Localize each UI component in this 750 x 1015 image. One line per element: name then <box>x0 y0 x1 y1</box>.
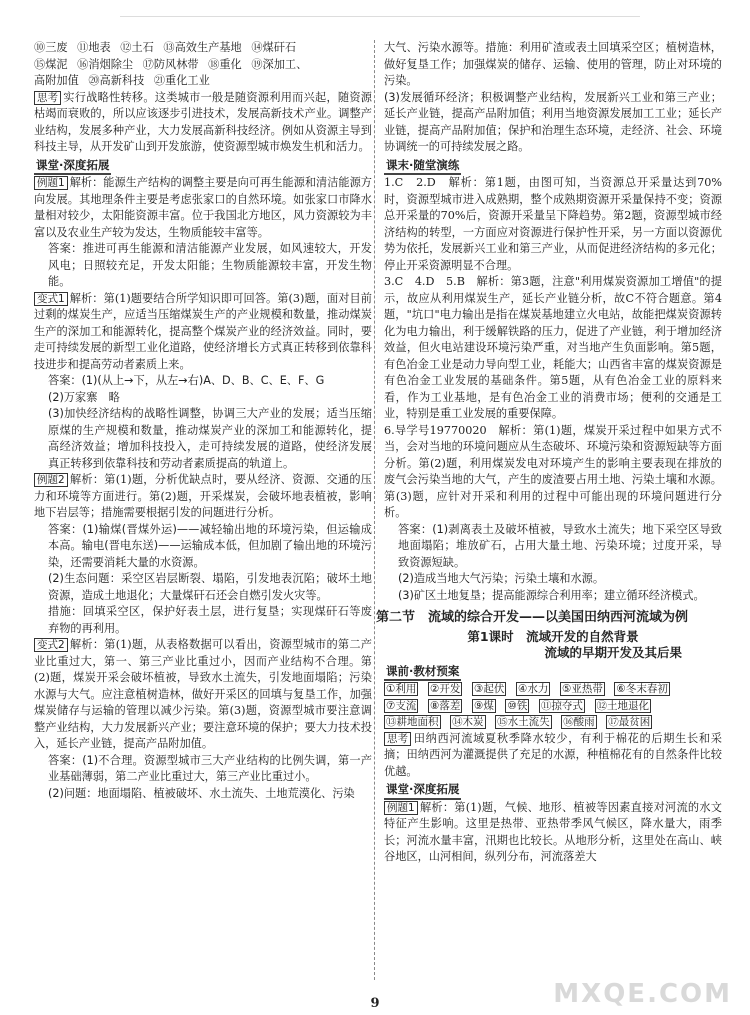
variant-text: 解析：第(1)题，从表格数据可以看出，资源型城市的第二产业比重过大，第一、第三产业比重过小，因而产业结构不合理。第(2)题，煤炭开采会破坏植被，导致水土流失，引发地面塌陷；污染水源与大气。应注意植树造林，做好开采区的回填与复垦工作，加强煤炭储存与运输的管理以减少污染。第(3)题，资源型城市要注意调整产业结构，大力发展新兴产业；要注意环境的保护；要大力技术投入，延长产业链，提高产品附加值。 <box>34 638 372 750</box>
variant-tag: 变式1 <box>34 292 68 306</box>
lesson-title: 第1课时 流域开发的自然背景 <box>467 628 639 644</box>
variant-2 <box>34 637 372 753</box>
watermark: MXQE.COM <box>553 979 732 1009</box>
vocab-item: ⑧落差 <box>429 699 461 712</box>
vocab-item: ⑬耕地面积 <box>386 716 439 728</box>
page-number: 9 <box>370 996 380 1011</box>
think-text: 实行战略性转移。这类城市一般是随资源利用而兴起，随资源枯竭而衰败的，所以应该逐步引进技术，发展高新技术产业。调整产业结构，发展多种产业，大力发展高新科技经济。例如从资源主导到科技主导，从开发矿山到开发旅游，使资源型城市焕发生机和活力。 <box>34 90 372 153</box>
vocab-item: ⑩铁 <box>507 699 528 712</box>
example-answer: 答案：推进可再生能源和清洁能源产业发展，如风速较大，开发风电；日照较充足，开发太阳能；生物质能源较丰富，开发生物能。 <box>48 242 372 288</box>
example-text: 解析：能源生产结构的调整主要是向可再生能源和清洁能源方向发展。其地理条件主要是考虑张家口的自然环境。如张家口市降水量相对较少，太阳能资源丰富。位于我国北方地区，风力资源较为丰富以及农业生产较为发达，生物质能较丰富等。 <box>34 176 372 239</box>
vocab-item: ⑱重化 <box>208 57 242 71</box>
think-paragraph <box>34 90 372 156</box>
variant-answer: 答案：(1)不合理。资源型城市三大产业结构的比例失调，第一产业基础薄弱，第二产业比重过大，第三产业比重过小。 <box>48 753 372 783</box>
vocab-item: ⑭煤矸石 <box>251 41 297 54</box>
example-tag: 例题2 <box>34 473 68 487</box>
right-column <box>376 40 722 866</box>
chapter-title: 第二节 流域的综合开发——以美国田纳西河流域为例 <box>376 610 689 625</box>
example-text: 解析：第(1)题，分析优缺点时，要从经济、资源、交通的压力和环境等方面进行。第(2)题，开采煤炭，会破坏地表植被，影响地下岩层等；措施需要根据引发的问题进行分析。 <box>34 473 372 519</box>
example-tag: 例题1 <box>384 801 418 815</box>
question-6: 6.导学号19770020 解析：第(1)题，煤炭开采过程中如果方式不当，会对当地的环境问题应从生态破坏、环境污染和资源短缺等方面分析。第(2)题，利用煤炭发电对环境产生的影响主要表现在排放的废气会污染当地的大气，产生的废渣要占用土地、污染土壤和水源。第(3)题，应针对开采和利用的过程中可能出现的环境问题进行分析。 <box>384 423 722 519</box>
vocab-item: ⑫土石 <box>120 41 154 54</box>
vocab-item: ⑥冬末春初 <box>616 683 668 695</box>
section-heading: 课堂·深度拓展 <box>34 157 111 176</box>
section-heading: 课末·随堂演练 <box>384 157 461 176</box>
vocab-row <box>34 40 372 57</box>
vocab-row <box>384 698 722 715</box>
vocab-row <box>34 73 372 90</box>
vocab-item: 高附加值 <box>34 74 79 87</box>
variant-answer-2: (2)问题：地面塌陷、植被破坏、水土流失、土地荒漠化、污染 <box>48 786 355 800</box>
continued-answer-3: (3)发展循环经济；积极调整产业结构，发展新兴工业和第三产业；延长产业链，提高产品附加值；利用当地资源发展加工工业；延长产业链，提高产品附加值；保护和治理生态环境，走经济、社会、环境协调统一的可持续发展之路。 <box>384 90 722 153</box>
vocab-row <box>34 57 372 74</box>
vocab-item: ⑰防风林带 <box>142 57 199 71</box>
vocab-row <box>384 714 722 731</box>
variant-answer-2: (2)万家寨 略 <box>48 390 120 404</box>
variant-answer: 答案：(1)(从上→下，从左→右)A、D、B、C、E、F、G <box>48 374 325 387</box>
think-tag: 思考 <box>34 91 61 105</box>
think-tag: 思考 <box>384 732 411 746</box>
example-answer: 答案：(1)输煤(晋煤外运)——减轻输出地的环境污染，但运输成本高。输电(晋电东送)——运输成本低，但加剧了输出地的环境污染，还需要消耗大量的水资源。 <box>48 522 372 569</box>
continued-answer: 大气、污染水源等。措施：利用矿渣或表土回填采空区；植树造林，做好复垦工作；加强煤炭的储存、运输、使用的管理，防止对环境的污染。 <box>384 41 722 87</box>
variant-answer-3: (3)加快经济结构的战略性调整，协调三大产业的发展；适当压缩原煤的生产规模和数量，推动煤炭产业的深加工和能源转化，提高经济效益；增加科技投入，走可持续发展的道路，使经济发展真正转移到依靠科技和劳动者素质提高的轨道上。 <box>48 407 372 470</box>
example-tag: 例题1 <box>34 176 68 190</box>
vocab-item: ⑪地表 <box>77 41 111 54</box>
example-1 <box>34 175 372 241</box>
vocab-item: ⑬高效生产基地 <box>163 41 242 54</box>
question-1-2: 1.C 2.D 解析：第1题，由图可知，当资源总开采量达到70%时，资源型城市进入成熟期，整个成熟期资源开采量保持不变；资源总开采量的70%后，资源开采量呈下降趋势。第2题，资源型城市经济结构的转型，一方面应对资源进行保护性开采，另一方面以资源优势为依托，发展新兴工业和第三产业，从而促进经济结构的多元化；停止开采资源明显不合理。 <box>384 176 722 272</box>
vocab-item: ㉑重化工业 <box>153 74 210 87</box>
vocab-item: ⑫土地退化 <box>596 699 649 712</box>
vocab-item: ⑳高新科技 <box>88 74 145 87</box>
question-3-5: 3.C 4.D 5.B 解析：第3题，注意"利用煤炭资源加工增值"的提示，故应从利用煤炭生产，延长产业链分析，故C不符合题意。第4题，"坑口"电力输出是指在煤炭基地建立火电站，故能把煤炭资源转化为电力输出，利于缓解铁路的压力，促进了产业链，利于增加经济效益，但火电站建设环境污染严重，对当地产生负面影响。第5题，有色冶金工业是动力导向型工业，耗能大；山西省丰富的煤炭资源是有色冶金工业发展的基础条件。第5题，从有色冶金工业的原料来看，作为工业基地，是有色冶金工业的消费市场；便利的交通是工业，特别是重工业发展的重要保障。 <box>384 275 722 420</box>
section-heading: 课前·教材预案 <box>384 663 461 682</box>
vocab-item: ④水力 <box>517 683 549 695</box>
example-2 <box>34 472 372 522</box>
variant-text: 解析：第(1)题要结合所学知识即可回答。第(3)题，面对目前过剩的煤炭生产，应适当压缩煤炭生产的产业规模和数量，推动煤炭生产的深加工和能源转化，提高整个煤炭产业的经济效益。同时，要走可持续发展的新型工业化道路，使经济增长方式真正转移到依靠科技进步和提高劳动者素质上来。 <box>34 291 372 371</box>
left-column <box>34 40 372 802</box>
vocab-item: ⑮水土流失 <box>497 716 550 728</box>
vocab-row <box>384 681 722 698</box>
vocab-item: ⑲深加工、 <box>251 57 308 71</box>
vocab-item: ③起伏 <box>473 683 505 695</box>
think-paragraph <box>384 731 722 781</box>
vocab-item: ⑮煤泥 <box>34 57 68 71</box>
question-6-answer: 答案：(1)剥离表土及破坏植被，导致水土流失；地下采空区导致地面塌陷；堆放矿石，占用大量土地、污染环境；过度开采，导致资源短缺。 <box>398 522 722 569</box>
vocab-item: ②开发 <box>429 683 461 695</box>
vocab-item: ⑪掠夺式 <box>540 699 583 712</box>
vocab-item: ⑭木炭 <box>452 716 484 728</box>
question-6-answer-3: (3)矿区土地复垦；提高能源综合利用率；建立循环经济模式。 <box>398 588 705 602</box>
vocab-item: ⑰最贫困 <box>608 716 651 728</box>
lesson-subtitle: 流域的早期开发及其后果 <box>544 645 682 660</box>
vocab-item: ①利用 <box>386 683 417 695</box>
think-text: 田纳西河流域夏秋季降水较少，有利于棉花的后期生长和采摘；田纳西河为灌溉提供了充足的水源，种植棉花有的自然条件比较优越。 <box>384 731 722 778</box>
example-1 <box>384 800 722 866</box>
variant-1 <box>34 291 372 374</box>
vocab-item: ⑯酸雨 <box>563 716 595 728</box>
vocab-item: ⑩三废 <box>34 41 68 54</box>
example-text: 解析：第(1)题，气候、地形、植被等因素直接对河流的水文特征产生影响。这里是热带、亚热带季风气候区，降水量大，雨季长；河流水量丰富，汛期也比较长。从地形分析，这里处在高山、峡谷地区，山河相间，纵列分布，河流落差大 <box>384 800 722 863</box>
column-divider <box>374 40 375 980</box>
vocab-item: ⑯消烟除尘 <box>77 57 134 71</box>
example-answer-2: (2)生态问题：采空区岩层断裂、塌陷，引发地表沉陷；破坏土地资源，造成土地退化；大量煤矸石还会自燃引发火灾等。 <box>48 572 372 602</box>
example-answer-3: 措施：回填采空区，保护好表土层，进行复垦；实现煤矸石等废弃物的再利用。 <box>48 605 372 635</box>
variant-tag: 变式2 <box>34 638 68 652</box>
vocab-item: ⑨煤 <box>473 699 494 712</box>
question-6-answer-2: (2)造成当地大气污染；污染土壤和水源。 <box>398 572 605 585</box>
vocab-item: ⑦支流 <box>386 699 417 712</box>
header-rule <box>120 6 640 17</box>
vocab-item: ⑤亚热带 <box>561 683 603 695</box>
section-heading: 课堂·深度拓展 <box>384 781 461 800</box>
